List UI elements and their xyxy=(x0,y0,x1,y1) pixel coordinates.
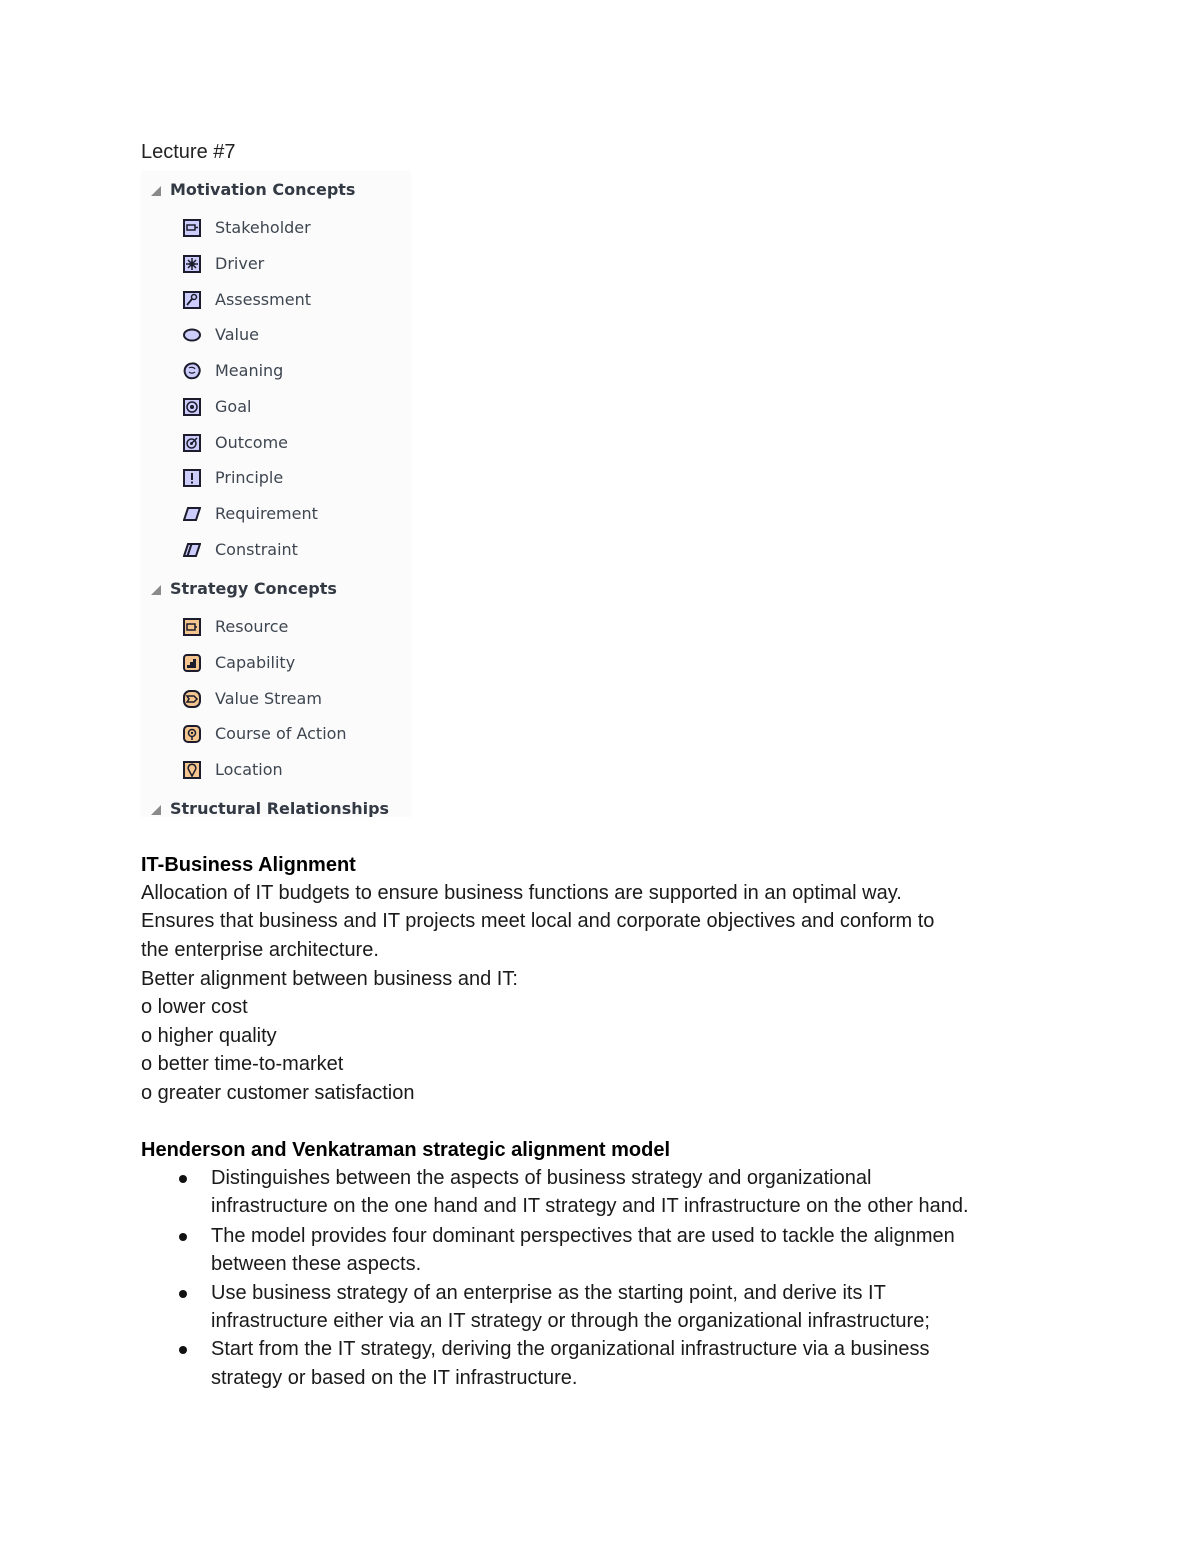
toolbox-item-stakeholder[interactable]: Stakeholder xyxy=(141,213,411,243)
group-structural-relationships[interactable] xyxy=(141,794,411,817)
toolbox-item-meaning[interactable]: Meaning xyxy=(141,356,411,386)
bullet-text: Start from the IT strategy, deriving the organizational infrastructure via a business xyxy=(211,1338,930,1360)
bullet-text: infrastructure on the one hand and IT strategy and IT infrastructure on the other hand. xyxy=(211,1195,969,1217)
stakeholder-icon xyxy=(183,219,201,237)
bullet-icon xyxy=(179,1290,187,1298)
paragraph-line: the enterprise architecture. xyxy=(141,939,379,961)
list-item: o better time-to-market xyxy=(141,1053,344,1075)
meaning-icon xyxy=(183,362,201,380)
paragraph-line: Allocation of IT budgets to ensure business functions are supported in an optimal way. xyxy=(141,882,902,904)
section-heading-henderson: Henderson and Venkatraman strategic alignment model xyxy=(141,1139,671,1161)
group-strategy-concepts[interactable] xyxy=(141,574,411,604)
location-icon xyxy=(183,761,201,779)
bullet-text: Use business strategy of an enterprise as the starting point, and derive its IT xyxy=(211,1282,886,1304)
toolbox-item-location[interactable]: Location xyxy=(141,755,411,785)
group-label: Structural Relationships xyxy=(170,799,390,817)
bullet-text: strategy or based on the IT infrastructure. xyxy=(211,1367,578,1389)
toolbox-item-course-of-action[interactable]: Course of Action xyxy=(141,719,411,749)
toolbox-item-capability[interactable]: Capability xyxy=(141,648,411,678)
bullet-icon xyxy=(179,1346,187,1354)
group-motivation-concepts[interactable] xyxy=(141,175,411,205)
assessment-icon xyxy=(183,291,201,309)
value-stream-icon xyxy=(183,690,201,708)
outcome-icon xyxy=(183,434,201,452)
paragraph-line: Ensures that business and IT projects meet local and corporate objectives and conform to xyxy=(141,910,935,932)
bullet-icon xyxy=(179,1175,187,1183)
principle-icon xyxy=(183,469,201,487)
toolbox-item-driver[interactable]: Driver xyxy=(141,249,411,279)
section-heading-it-alignment: IT-Business Alignment xyxy=(141,854,356,876)
goal-icon xyxy=(183,398,201,416)
toolbox-item-constraint[interactable]: Constraint xyxy=(141,535,411,565)
collapse-arrow-icon[interactable] xyxy=(151,186,161,196)
toolbox-item-assessment[interactable]: Assessment xyxy=(141,285,411,315)
capability-icon xyxy=(183,654,201,672)
toolbox-item-resource[interactable]: Resource xyxy=(141,612,411,642)
toolbox-item-value-stream[interactable]: Value Stream xyxy=(141,684,411,714)
bullet-text: between these aspects. xyxy=(211,1253,422,1275)
lecture-title: Lecture #7 xyxy=(141,141,236,163)
bullet-text: infrastructure either via an IT strategy or through the organizational infrastructure; xyxy=(211,1310,930,1332)
toolbox-item-outcome[interactable]: Outcome xyxy=(141,428,411,458)
toolbox-panel xyxy=(141,171,411,817)
toolbox-item-goal[interactable]: Goal xyxy=(141,392,411,422)
bullet-icon xyxy=(179,1233,187,1241)
resource-icon xyxy=(183,618,201,636)
course-of-action-icon xyxy=(183,725,201,743)
paragraph-line: Better alignment between business and IT: xyxy=(141,968,518,990)
requirement-icon xyxy=(183,505,201,523)
driver-icon xyxy=(183,255,201,273)
toolbox-item-principle[interactable]: Principle xyxy=(141,463,411,493)
group-label: Motivation Concepts xyxy=(170,180,356,199)
group-label: Strategy Concepts xyxy=(170,579,337,598)
value-icon xyxy=(183,326,201,344)
constraint-icon xyxy=(183,541,201,559)
bullet-text: Distinguishes between the aspects of business strategy and organizational xyxy=(211,1167,872,1189)
collapse-arrow-icon[interactable] xyxy=(151,585,161,595)
bullet-text: The model provides four dominant perspectives that are used to tackle the alignmen xyxy=(211,1225,955,1247)
toolbox-item-value[interactable]: Value xyxy=(141,320,411,350)
list-item: o lower cost xyxy=(141,996,248,1018)
toolbox-item-requirement[interactable]: Requirement xyxy=(141,499,411,529)
collapse-arrow-icon[interactable] xyxy=(151,805,161,815)
list-item: o greater customer satisfaction xyxy=(141,1082,415,1104)
list-item: o higher quality xyxy=(141,1025,277,1047)
